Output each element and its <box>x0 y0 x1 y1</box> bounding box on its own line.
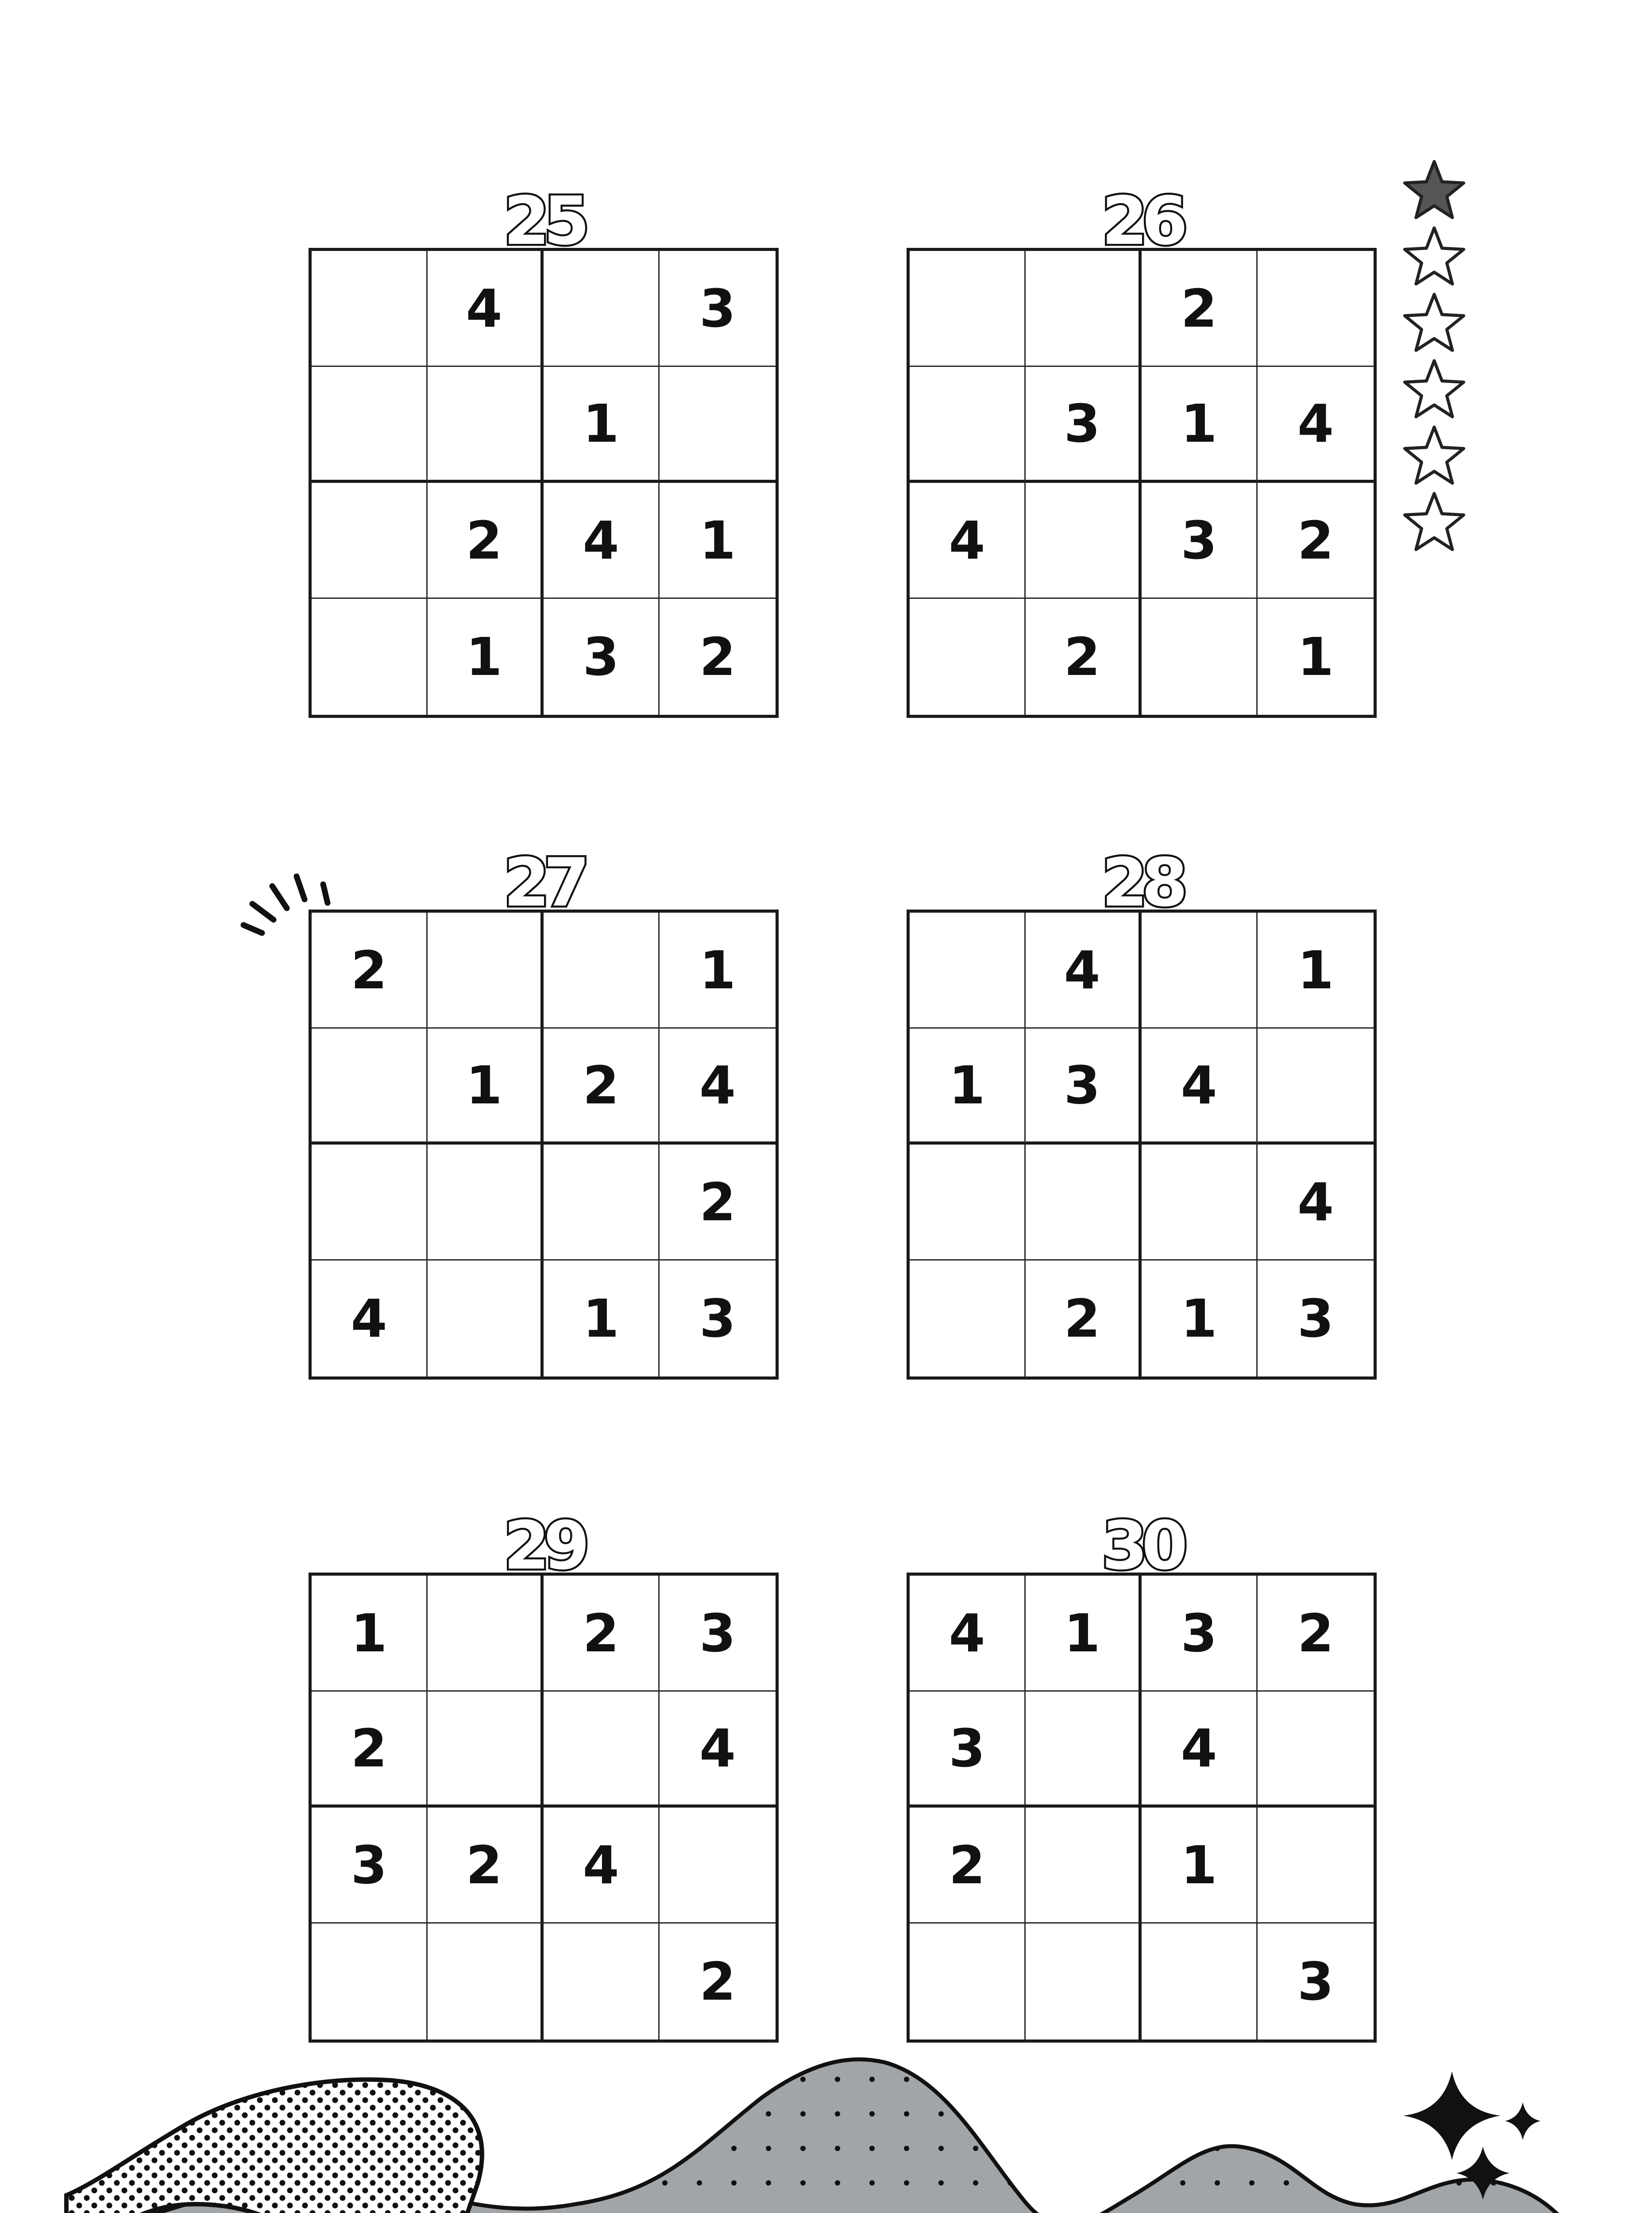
grid-cell[interactable]: 3 <box>660 1576 776 1692</box>
puzzle-number: 27 <box>503 844 584 921</box>
grid-cell[interactable] <box>910 913 1026 1029</box>
grid-cell[interactable]: 4 <box>910 1576 1026 1692</box>
grid-cell[interactable] <box>312 599 428 715</box>
grid-cell[interactable]: 1 <box>1142 367 1258 483</box>
grid-cell[interactable]: 2 <box>1026 1261 1142 1376</box>
sudoku-grid <box>309 248 779 718</box>
grid-cell[interactable]: 2 <box>544 1576 660 1692</box>
grid-cell[interactable]: 1 <box>1026 1576 1142 1692</box>
grid-cell[interactable]: 2 <box>699 1951 736 2012</box>
grid-cell[interactable]: 3 <box>699 1288 736 1349</box>
grid-cell[interactable] <box>1026 1924 1142 2040</box>
grid-cell[interactable]: 4 <box>660 1692 776 1808</box>
grid-cell[interactable]: 3 <box>544 599 660 715</box>
puzzle-number: 30 <box>1101 1507 1182 1585</box>
grid-cell[interactable] <box>544 251 660 367</box>
star-icon <box>1405 361 1463 417</box>
grid-cell[interactable]: 2 <box>428 1808 544 1924</box>
grid-cell[interactable]: 3 <box>1297 1288 1334 1349</box>
sudoku-grid <box>309 910 779 1380</box>
grid-cell[interactable]: 4 <box>312 1261 428 1376</box>
grid-cell[interactable] <box>544 1145 660 1261</box>
grid-cell[interactable] <box>312 367 428 483</box>
grid-cell[interactable] <box>428 1692 544 1808</box>
grid-cell[interactable] <box>1258 251 1374 367</box>
grid-cell[interactable] <box>1142 599 1258 715</box>
star-icon <box>1405 228 1463 284</box>
grid-cell[interactable] <box>428 1924 544 2040</box>
puzzle-28 <box>907 844 1377 1385</box>
grid-cell[interactable]: 4 <box>1258 367 1374 483</box>
grid-cell[interactable]: 2 <box>312 913 428 1029</box>
grid-cell[interactable]: 2 <box>660 1145 776 1261</box>
grid-cell[interactable] <box>1026 483 1142 599</box>
grid-cell[interactable]: 1 <box>1142 1261 1258 1376</box>
grid-cell[interactable] <box>428 1145 544 1261</box>
grid-cell[interactable]: 3 <box>1026 367 1142 483</box>
grid-cell[interactable]: 1 <box>544 367 660 483</box>
grid-cell[interactable] <box>544 1924 660 2040</box>
grid-cell[interactable] <box>1026 1145 1142 1261</box>
grid-cell[interactable]: 4 <box>544 483 660 599</box>
grid-cell[interactable] <box>1026 1808 1142 1924</box>
grid-cell[interactable]: 2 <box>1258 483 1374 599</box>
grid-cell[interactable]: 4 <box>1258 1145 1374 1261</box>
grid-cell[interactable] <box>910 1261 1026 1376</box>
grid-cell[interactable]: 1 <box>312 1576 428 1692</box>
grid-cell[interactable]: 2 <box>428 483 544 599</box>
grid-cell[interactable] <box>312 1924 428 2040</box>
grid-cell[interactable] <box>312 1029 428 1145</box>
grid-cell[interactable]: 4 <box>910 483 1026 599</box>
puzzle-25 <box>309 183 779 724</box>
grid-cell[interactable]: 3 <box>660 251 776 367</box>
swirl <box>66 2079 482 2213</box>
grid-cell[interactable] <box>1026 251 1142 367</box>
grid-cell[interactable] <box>428 1261 544 1376</box>
grid-cell[interactable] <box>660 367 776 483</box>
grid-cell[interactable]: 1 <box>428 1029 544 1145</box>
sudoku-grid <box>907 248 1377 718</box>
grid-cell[interactable] <box>660 1808 776 1924</box>
grid-cell[interactable] <box>910 1924 1026 2040</box>
grid-cell[interactable] <box>910 367 1026 483</box>
puzzle-number: 26 <box>1101 183 1182 260</box>
grid-cell[interactable] <box>1258 1692 1374 1808</box>
burst-lines-icon <box>235 832 345 943</box>
grid-cell[interactable]: 1 <box>1142 1808 1258 1924</box>
grid-cell[interactable]: 3 <box>910 1692 1026 1808</box>
bottom-decoration <box>0 2036 1652 2213</box>
grid-cell[interactable] <box>544 913 660 1029</box>
star-icon <box>1405 162 1463 218</box>
grid-cell[interactable] <box>428 913 544 1029</box>
grid-cell[interactable]: 4 <box>1026 913 1142 1029</box>
grid-cell[interactable]: 2 <box>1142 251 1258 367</box>
puzzle-number: 28 <box>1101 844 1182 921</box>
puzzle-26 <box>907 183 1377 724</box>
grid-cell[interactable]: 3 <box>1297 1951 1334 2012</box>
grid-cell[interactable]: 1 <box>544 1261 660 1376</box>
grid-cell[interactable]: 2 <box>312 1692 428 1808</box>
grid-cell[interactable]: 1 <box>660 483 776 599</box>
grid-cell[interactable]: 2 <box>544 1029 660 1145</box>
puzzle-30 <box>907 1507 1377 2048</box>
grid-cell[interactable] <box>910 1145 1026 1261</box>
grid-cell[interactable] <box>910 251 1026 367</box>
sudoku-grid <box>907 910 1377 1380</box>
grid-cell[interactable] <box>312 1145 428 1261</box>
grid-cell[interactable] <box>1026 1692 1142 1808</box>
grid-cell[interactable] <box>544 1692 660 1808</box>
grid-cell[interactable]: 1 <box>428 599 544 715</box>
grid-cell[interactable] <box>1142 913 1258 1029</box>
grid-cell[interactable]: 2 <box>910 1808 1026 1924</box>
grid-cell[interactable]: 3 <box>1026 1029 1142 1145</box>
puzzle-27 <box>309 844 779 1385</box>
grid-cell[interactable]: 4 <box>544 1808 660 1924</box>
grid-cell[interactable]: 3 <box>1142 1576 1258 1692</box>
grid-cell[interactable]: 2 <box>699 626 736 687</box>
grid-cell[interactable] <box>312 251 428 367</box>
star-icon <box>1405 427 1463 483</box>
puzzle-29 <box>309 1507 779 2048</box>
grid-cell[interactable] <box>1142 1924 1258 2040</box>
puzzle-number: 29 <box>503 1507 584 1585</box>
grid-cell[interactable] <box>1258 1029 1374 1145</box>
grid-cell[interactable]: 4 <box>428 251 544 367</box>
grid-cell[interactable]: 1 <box>910 1029 1026 1145</box>
puzzle-number: 25 <box>503 183 584 260</box>
grid-cell[interactable] <box>312 483 428 599</box>
grid-cell[interactable]: 3 <box>312 1808 428 1924</box>
grid-cell[interactable]: 1 <box>660 913 776 1029</box>
grid-cell[interactable] <box>1258 1808 1374 1924</box>
grid-cell[interactable]: 4 <box>660 1029 776 1145</box>
sudoku-grid <box>907 1573 1377 2043</box>
grid-cell[interactable] <box>1142 1145 1258 1261</box>
grid-cell[interactable]: 1 <box>1258 913 1374 1029</box>
grid-cell[interactable]: 4 <box>1142 1029 1258 1145</box>
grid-cell[interactable]: 3 <box>1142 483 1258 599</box>
grid-cell[interactable]: 2 <box>1026 599 1142 715</box>
difficulty-rating <box>1394 155 1474 553</box>
grid-cell[interactable] <box>428 367 544 483</box>
grid-cell[interactable] <box>910 599 1026 715</box>
grid-cell[interactable] <box>428 1576 544 1692</box>
grid-cell[interactable]: 1 <box>1297 626 1334 687</box>
star-icon <box>1405 493 1463 550</box>
sudoku-grid <box>309 1573 779 2043</box>
grid-cell[interactable]: 2 <box>1258 1576 1374 1692</box>
star-icon <box>1405 294 1463 351</box>
grid-cell[interactable]: 4 <box>1142 1692 1258 1808</box>
